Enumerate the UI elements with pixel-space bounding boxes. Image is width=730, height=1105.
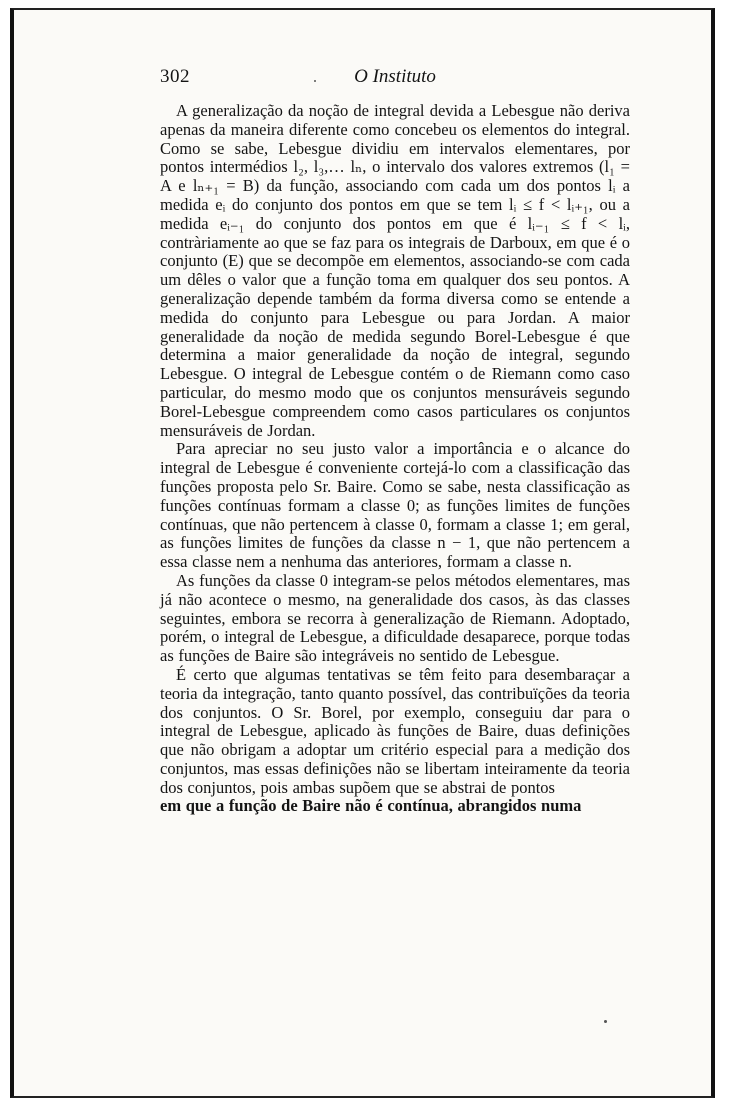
book-page <box>160 62 630 816</box>
paragraph-borel-attempts: É certo que algumas tentativas se têm feito para desembaraçar a teoria da integração, tanto quanto possível, das contribuïções da teoria dos conjuntos. O Sr. Borel, por exemplo, conseguiu dar para o integral de Lebesgue, aplicado às funções de Baire, duas definições que não obrigam a adoptar um critério especial para a medição dos conjuntos, mas essas definições não se libertam inteiramente da teoria dos conjuntos, pois ambas supõem que se abstrai de pontos <box>160 664 630 797</box>
paragraph-class-integration: As funções da classe 0 integram-se pelos métodos elementares, mas já não acontece o mesmo, na generalidade dos casos, às das classes seguintes, embora se recorra à generalização de Riemann. Adoptado, porém, o integral de Lebesgue, a dificuldade desaparece, porque todas as funções de Baire são integráveis no sentido de Lebesgue. <box>160 570 630 666</box>
paragraph-lebesgue-generalization: A generalização da noção de integral devida a Lebesgue não deriva apenas da maneira diferente como concebeu os elementos do integral. Como se sabe, Lebesgue dividiu em intervalos elementares, por pontos intermédios l₂, l₃,… lₙ, o intervalo dos valores extremos (l₁ = A e lₙ₊₁ = B) da função, associando com cada um dos pontos lᵢ a medida eᵢ do conjunto dos pontos em que se tem lᵢ ≤ f < lᵢ₊₁, ou a medida eᵢ₋₁ do conjunto dos pontos em que é lᵢ₋₁ ≤ f < lᵢ, contràriamente ao que se faz para os integrais de Darboux, em que é o conjunto (E) que se decompõe em elementos, associando-se com cada um dêles o valor que a função toma em qualquer dos seu pontos. A generalização depende também da forma diversa como se entende a medida do conjunto para Lebesgue ou para Jordan. A maior generalidade da noção de medida segundo Borel-Lebesgue é que determina a maior generalidade da noção de integral, segundo Lebesgue. O integral de Lebesgue contém o de Riemann como caso particular, do mesmo modo que os conjuntos mensuráveis segundo Borel-Lebesgue compreendem como casos particulares os conjuntos mensuráveis de Jordan. <box>160 101 630 440</box>
running-head <box>160 62 630 92</box>
closing-line: em que a função de Baire não é contínua, abrangidos numa <box>160 796 582 816</box>
journal-title: O Instituto <box>354 66 436 87</box>
paragraph-baire-classification: Para apreciar no seu justo valor a importância e o alcance do integral de Lebesgue é conveniente cortejá-lo com a classificação das funções proposta pelo Sr. Baire. Como se sabe, nesta classificação as funções contínuas formam a classe 0; as funções limites de funções contínuas, que não pertencem à classe 0, formam a classe 1; em geral, as funções limites de funções da classe n − 1, que não pertencem a essa classe nem a nenhuma das anteriores, formam a classe n. <box>160 439 630 572</box>
page-number: 302 <box>160 66 190 87</box>
scan-speck <box>604 1020 607 1023</box>
